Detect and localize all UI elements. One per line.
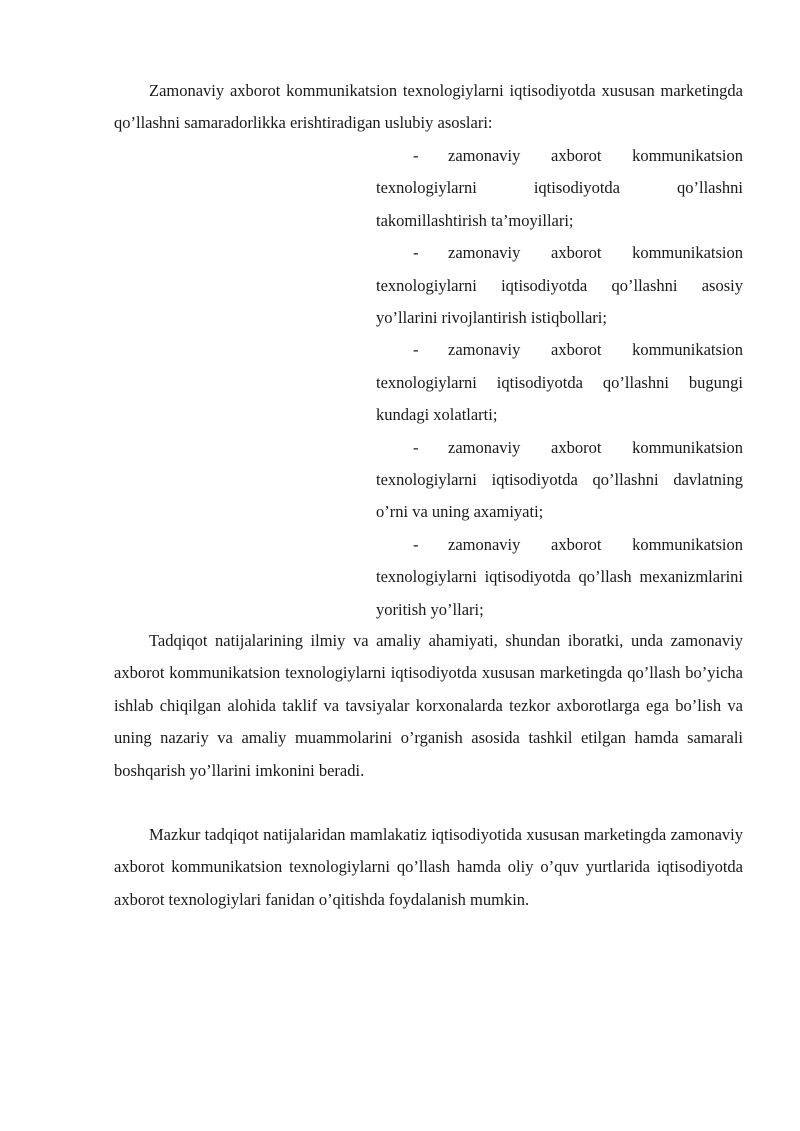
list-item-lead: zamonaviy axborot kommunikatsion	[448, 534, 743, 554]
list-item-text: texnologiylarni iqtisodiyotda qo’llashni takomillashtirish ta’moyillari;	[376, 178, 743, 230]
dash-marker: -	[413, 146, 419, 165]
list-item-first-line	[376, 529, 743, 561]
dash-marker: -	[413, 243, 419, 263]
application-paragraph: Mazkur tadqiqot natijalaridan mamlakatiz iqtisodiyotida xususan marketingda zamonaviy axborot kommunikatsion texnologiylarni qo’llash hamda oliy o’quv yurtlarida iqtisodiyotda axborot texnologiylari fanidan o’qitishda foydalanish mumkin.	[114, 825, 743, 909]
list-item	[376, 334, 743, 431]
list-item-lead: zamonaviy axborot kommunikatsion	[448, 146, 743, 165]
list-item-text: texnologiylarni iqtisodiyotda qo’llashni davlatning o’rni va uning axamiyati;	[376, 470, 743, 522]
list-item	[376, 432, 743, 529]
list-item-text: texnologiylarni iqtisodiyotda qo’llashni asosiy yo’llarini rivojlantirish istiqbollari;	[376, 275, 743, 328]
dash-marker: -	[413, 437, 419, 457]
list-item-text: texnologiylarni iqtisodiyotda qo’llash mexanizmlarini yoritish yo’llari;	[376, 567, 743, 619]
intro-paragraph: Zamonaviy axborot kommunikatsion texnologiylarni iqtisodiyotda xususan marketingda qo’llashni samaradorlikka erishtiradigan uslubiy asoslari:	[114, 81, 743, 133]
list-item	[376, 140, 743, 237]
list-item-first-line	[376, 432, 743, 464]
dash-marker: -	[413, 340, 419, 360]
list-item-lead: zamonaviy axborot kommunikatsion	[448, 340, 743, 360]
dash-marker: -	[413, 534, 419, 554]
list-item-first-line	[376, 237, 743, 269]
list-item-lead: zamonaviy axborot kommunikatsion	[448, 437, 743, 457]
list-item-first-line	[376, 334, 743, 366]
list-item-first-line	[376, 140, 743, 172]
bullet-list	[376, 140, 743, 626]
list-item	[376, 529, 743, 626]
list-item-text: texnologiylarni iqtisodiyotda qo’llashni bugungi kundagi xolatlarti;	[376, 372, 743, 425]
list-item-lead: zamonaviy axborot kommunikatsion	[448, 243, 743, 263]
results-paragraph: Tadqiqot natijalarining ilmiy va amaliy ahamiyati, shundan iboratki, unda zamonaviy axborot kommunikatsion texnologiylarni iqtisodiyotda xususan marketingda qo’llash bo’yicha ishlab chiqilgan alohida taklif va tavsiyalar korxonalarda tezkor axborotlarga ega bo’lish va uning nazariy va amaliy muammolarini o’rganish asosida tashkil etilgan hamda samarali boshqarish yo’llarini imkonini beradi.	[114, 631, 743, 780]
list-item	[376, 237, 743, 334]
